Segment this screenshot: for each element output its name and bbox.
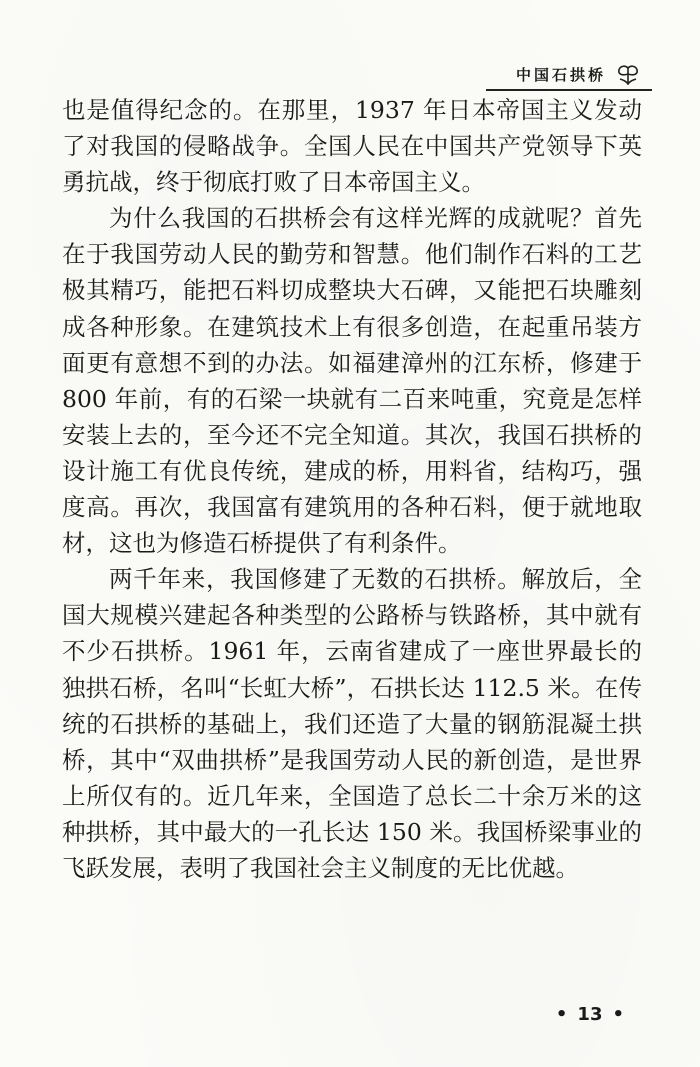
book-leaf-icon	[616, 65, 640, 85]
header-rule	[486, 89, 652, 91]
running-title: 中国石拱桥	[515, 66, 606, 84]
page-number-footer	[556, 1004, 624, 1025]
folio-bullet-left: •	[555, 1004, 568, 1025]
paragraph-3: 两千年来，我国修建了无数的石拱桥。解放后，全国大规模兴建起各种类型的公路桥与铁路桥，其中就有不少石拱桥。1961 年，云南省建成了一座世界最长的独拱石桥，名叫“长虹大桥”，石拱长达 112.5 米。在传统的石拱桥的基础上，我们还造了大量的钢筋混凝土拱桥，其中“双曲拱桥”是我国劳动人民的新创造，是世界上所仅有的。近几年来，全国造了总长二十余万米的这种拱桥，其中最大的一孔长达 150 米。我国桥梁事业的飞跃发展，表明了我国社会主义制度的无比优越。	[62, 565, 642, 882]
page-number: 13	[577, 1004, 603, 1025]
body-text	[62, 92, 642, 886]
running-head	[516, 64, 640, 85]
folio-bullet-right: •	[612, 1004, 624, 1025]
paragraph-1: 也是值得纪念的。在那里，1937 年日本帝国主义发动了对我国的侵略战争。全国人民在中国共产党领导下英勇抗战，终于彻底打败了日本帝国主义。	[62, 96, 642, 197]
paragraph-2: 为什么我国的石拱桥会有这样光辉的成就呢？首先在于我国劳动人民的勤劳和智慧。他们制作石料的工艺极其精巧，能把石料切成整块大石碑，又能把石块雕刻成各种形象。在建筑技术上有很多创造，在起重吊装方面更有意想不到的办法。如福建漳州的江东桥，修建于 800 年前，有的石梁一块就有二百来吨重，究竟是怎样安装上去的，至今还不完全知道。其次，我国石拱桥的设计施工有优良传统，建成的桥，用料省，结构巧，强度高。再次，我国富有建筑用的各种石料，便于就地取材，这也为修造石桥提供了有利条件。	[62, 204, 642, 558]
